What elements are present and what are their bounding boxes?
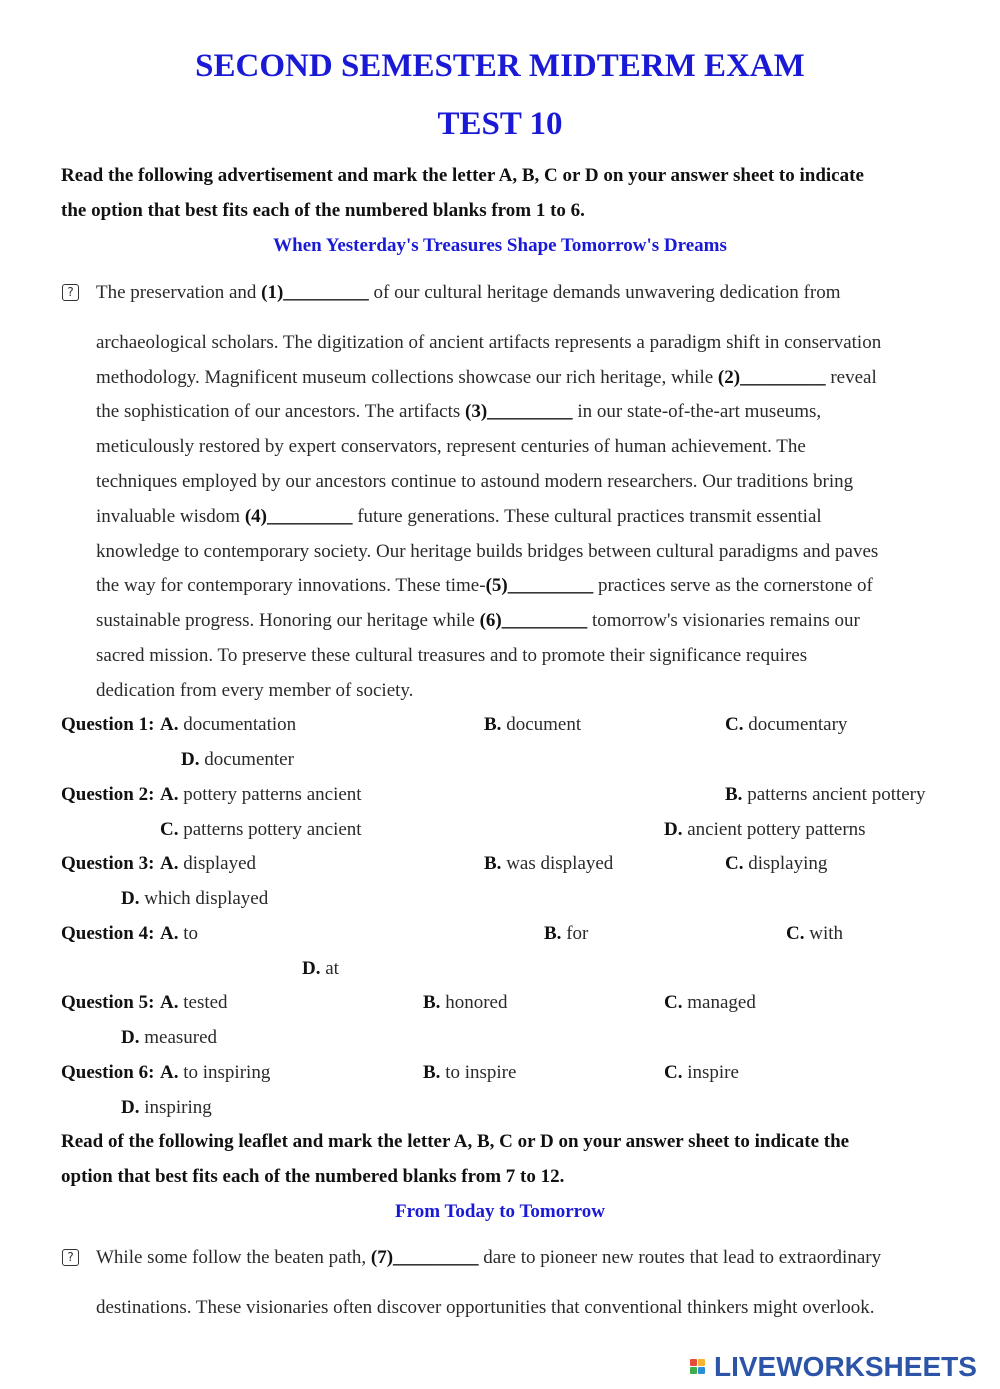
option-text: patterns ancient pottery xyxy=(747,784,926,805)
liveworksheets-logo[interactable] xyxy=(690,1352,977,1382)
answer-option-c[interactable] xyxy=(160,819,362,841)
blank-slot[interactable]: (3)_________ xyxy=(465,401,573,422)
question-label: Question 1: xyxy=(61,714,155,735)
option-text: to inspiring xyxy=(183,1062,271,1083)
option-text: managed xyxy=(687,992,756,1013)
option-text: for xyxy=(566,923,589,944)
option-letter: C. xyxy=(664,1062,683,1083)
option-letter: A. xyxy=(160,853,179,874)
passage-text: reveal xyxy=(825,367,877,388)
answer-option-b[interactable] xyxy=(725,784,926,806)
logo-square-red xyxy=(690,1359,697,1366)
section2-instruction-line1: Read of the following leaflet and mark the letter A, B, C or D on your answer sheet to indicate the xyxy=(61,1131,850,1152)
option-letter: B. xyxy=(423,1062,441,1083)
question-label: Question 5: xyxy=(61,992,155,1013)
passage-text: meticulously restored by expert conservators, represent centuries of human achievement. The xyxy=(96,436,806,457)
section1-instruction-line1: Read the following advertisement and mark the letter A, B, C or D on your answer sheet to indicate xyxy=(61,165,864,186)
section1-instruction-line2: the option that best fits each of the numbered blanks from 1 to 6. xyxy=(61,200,585,221)
passage-text: sacred mission. To preserve these cultural treasures and to promote their significance requires xyxy=(96,645,808,666)
option-letter: A. xyxy=(160,1062,179,1083)
passage-text: techniques employed by our ancestors continue to astound modern researchers. Our traditions bring xyxy=(96,471,854,492)
passage1-title: When Yesterday's Treasures Shape Tomorrow's Dreams xyxy=(273,235,727,256)
passage-text: The preservation and xyxy=(96,282,262,303)
answer-option-b[interactable] xyxy=(484,853,613,875)
question-label: Question 3: xyxy=(61,853,155,874)
passage-line xyxy=(96,436,806,458)
exam-title: SECOND SEMESTER MIDTERM EXAM xyxy=(195,48,805,84)
logo-square-green xyxy=(690,1367,697,1374)
passage2-title: From Today to Tomorrow xyxy=(395,1201,605,1222)
answer-option-a[interactable] xyxy=(160,992,228,1014)
option-text: inspiring xyxy=(144,1097,212,1118)
passage-line xyxy=(96,645,807,667)
passage-text: knowledge to contemporary society. Our heritage builds bridges between cultural paradigms and paves xyxy=(96,541,879,562)
passage-line xyxy=(96,471,853,493)
answer-option-d[interactable] xyxy=(302,958,339,980)
answer-option-b[interactable] xyxy=(544,923,588,945)
option-letter: B. xyxy=(725,784,743,805)
option-text: was displayed xyxy=(506,853,614,874)
option-text: which displayed xyxy=(144,888,269,909)
option-letter: B. xyxy=(544,923,562,944)
option-text: document xyxy=(506,714,582,735)
option-letter: D. xyxy=(302,958,321,979)
option-text: inspire xyxy=(687,1062,739,1083)
option-letter: B. xyxy=(423,992,441,1013)
option-text: displaying xyxy=(748,853,828,874)
passage-line xyxy=(96,680,413,702)
blank-slot[interactable]: (2)_________ xyxy=(717,367,826,388)
passage-line xyxy=(96,575,873,597)
blank-slot[interactable]: (7)_________ xyxy=(370,1247,479,1268)
option-text: documentation xyxy=(183,714,297,735)
answer-option-b[interactable] xyxy=(423,1062,516,1084)
passage-line xyxy=(96,610,860,632)
section2-instruction-line2: option that best fits each of the numbered blanks from 7 to 12. xyxy=(61,1166,565,1187)
answer-option-d[interactable] xyxy=(664,819,866,841)
option-text: honored xyxy=(445,992,508,1013)
option-letter: B. xyxy=(484,714,502,735)
test-number: TEST 10 xyxy=(437,106,563,142)
answer-option-a[interactable] xyxy=(160,853,256,875)
answer-option-a[interactable] xyxy=(160,1062,270,1084)
option-letter: D. xyxy=(664,819,683,840)
option-text: at xyxy=(325,958,339,979)
passage-text: of our cultural heritage demands unwavering dedication from xyxy=(368,282,841,303)
option-text: tested xyxy=(183,992,228,1013)
passage-line xyxy=(96,332,881,354)
option-letter: A. xyxy=(160,923,179,944)
option-text: documentary xyxy=(748,714,848,735)
answer-option-b[interactable] xyxy=(423,992,507,1014)
passage-text: sustainable progress. Honoring our heritage while xyxy=(96,610,480,631)
passage-text: methodology. Magnificent museum collections showcase our rich heritage, while xyxy=(96,367,718,388)
passage-text: the way for contemporary innovations. These time- xyxy=(96,575,486,596)
answer-option-c[interactable] xyxy=(664,1062,739,1084)
answer-option-b[interactable] xyxy=(484,714,581,736)
passage-text: dare to pioneer new routes that lead to extraordinary xyxy=(478,1247,882,1268)
blank-slot[interactable]: (4)_________ xyxy=(244,506,353,527)
option-text: measured xyxy=(144,1027,218,1048)
answer-option-c[interactable] xyxy=(664,992,756,1014)
option-letter: C. xyxy=(725,853,744,874)
option-letter: C. xyxy=(160,819,179,840)
question-marker-icon: ? xyxy=(62,1249,79,1266)
passage-line xyxy=(96,506,822,528)
option-letter: A. xyxy=(160,992,179,1013)
passage-line xyxy=(96,282,840,304)
answer-option-d[interactable] xyxy=(121,1097,212,1119)
answer-option-a[interactable] xyxy=(160,714,296,736)
answer-option-a[interactable] xyxy=(160,784,362,806)
blank-slot[interactable]: (1)_________ xyxy=(261,282,369,303)
passage-text: the sophistication of our ancestors. The artifacts xyxy=(96,401,465,422)
question-label: Question 2: xyxy=(61,784,155,805)
passage-line xyxy=(96,541,878,563)
logo-square-yellow xyxy=(698,1359,705,1366)
question-label: Question 6: xyxy=(61,1062,155,1083)
option-text: to inspire xyxy=(445,1062,517,1083)
passage-text: invaluable wisdom xyxy=(96,506,245,527)
option-text: patterns pottery ancient xyxy=(183,819,362,840)
answer-option-d[interactable] xyxy=(181,749,294,771)
option-letter: B. xyxy=(484,853,502,874)
option-text: ancient pottery patterns xyxy=(687,819,866,840)
question-marker-icon: ? xyxy=(62,284,79,301)
question-label: Question 4: xyxy=(61,923,155,944)
option-text: pottery patterns ancient xyxy=(183,784,362,805)
passage-text: While some follow the beaten path, xyxy=(96,1247,371,1268)
answer-option-c[interactable] xyxy=(725,714,847,736)
answer-option-d[interactable] xyxy=(121,1027,217,1049)
passage-text: practices serve as the cornerstone of xyxy=(593,575,873,596)
option-letter: D. xyxy=(181,749,200,770)
passage-text: dedication from every member of society. xyxy=(96,680,414,701)
logo-text: LIVEWORKSHEETS xyxy=(714,1351,977,1382)
blank-slot[interactable]: (5)_________ xyxy=(485,575,594,596)
answer-option-c[interactable] xyxy=(725,853,827,875)
blank-slot[interactable]: (6)_________ xyxy=(479,610,588,631)
answer-option-c[interactable] xyxy=(786,923,843,945)
passage-line xyxy=(96,401,821,423)
option-letter: C. xyxy=(786,923,805,944)
passage-text: future generations. These cultural practices transmit essential xyxy=(352,506,822,527)
option-text: with xyxy=(809,923,844,944)
passage-text: destinations. These visionaries often discover opportunities that conventional thinkers might overlook. xyxy=(96,1297,875,1318)
liveworksheets-logo-icon xyxy=(690,1356,712,1378)
passage-line xyxy=(96,367,877,389)
option-letter: C. xyxy=(664,992,683,1013)
option-letter: A. xyxy=(160,784,179,805)
option-text: documenter xyxy=(204,749,294,770)
option-letter: A. xyxy=(160,714,179,735)
option-text: displayed xyxy=(183,853,257,874)
passage-line xyxy=(96,1297,875,1319)
passage-line xyxy=(96,1247,881,1269)
option-letter: D. xyxy=(121,1027,140,1048)
passage-text: in our state-of-the-art museums, xyxy=(572,401,822,422)
answer-option-d[interactable] xyxy=(121,888,268,910)
passage-text: archaeological scholars. The digitization of ancient artifacts represents a paradigm shift in conservation xyxy=(96,332,882,353)
option-letter: C. xyxy=(725,714,744,735)
option-text: to xyxy=(183,923,199,944)
option-letter: D. xyxy=(121,1097,140,1118)
logo-square-blue xyxy=(698,1367,705,1374)
answer-option-a[interactable] xyxy=(160,923,198,945)
option-letter: D. xyxy=(121,888,140,909)
passage-text: tomorrow's visionaries remains our xyxy=(587,610,860,631)
